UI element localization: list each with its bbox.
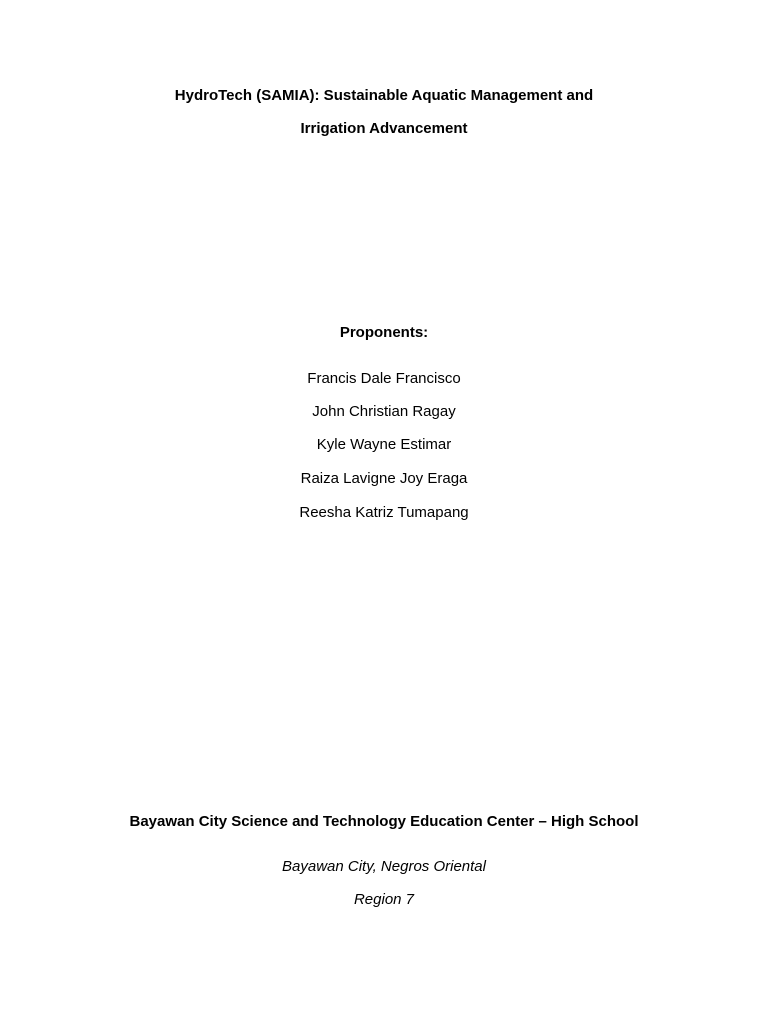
school-city: Bayawan City, Negros Oriental: [282, 858, 486, 875]
proponent-name: Francis Dale Francisco: [307, 370, 461, 387]
document-title-line-2: Irrigation Advancement: [300, 120, 468, 137]
proponent-name: Raiza Lavigne Joy Eraga: [300, 470, 468, 487]
proponent-name: Kyle Wayne Estimar: [316, 436, 452, 453]
school-name: Bayawan City Science and Technology Education Center – High School: [129, 813, 639, 830]
school-region: Region 7: [353, 891, 415, 908]
proponent-name: Reesha Katriz Tumapang: [299, 504, 469, 521]
proponent-name: John Christian Ragay: [312, 403, 456, 420]
proponents-heading: Proponents:: [339, 324, 429, 341]
document-title-line-1: HydroTech (SAMIA): Sustainable Aquatic Management and: [174, 87, 594, 104]
